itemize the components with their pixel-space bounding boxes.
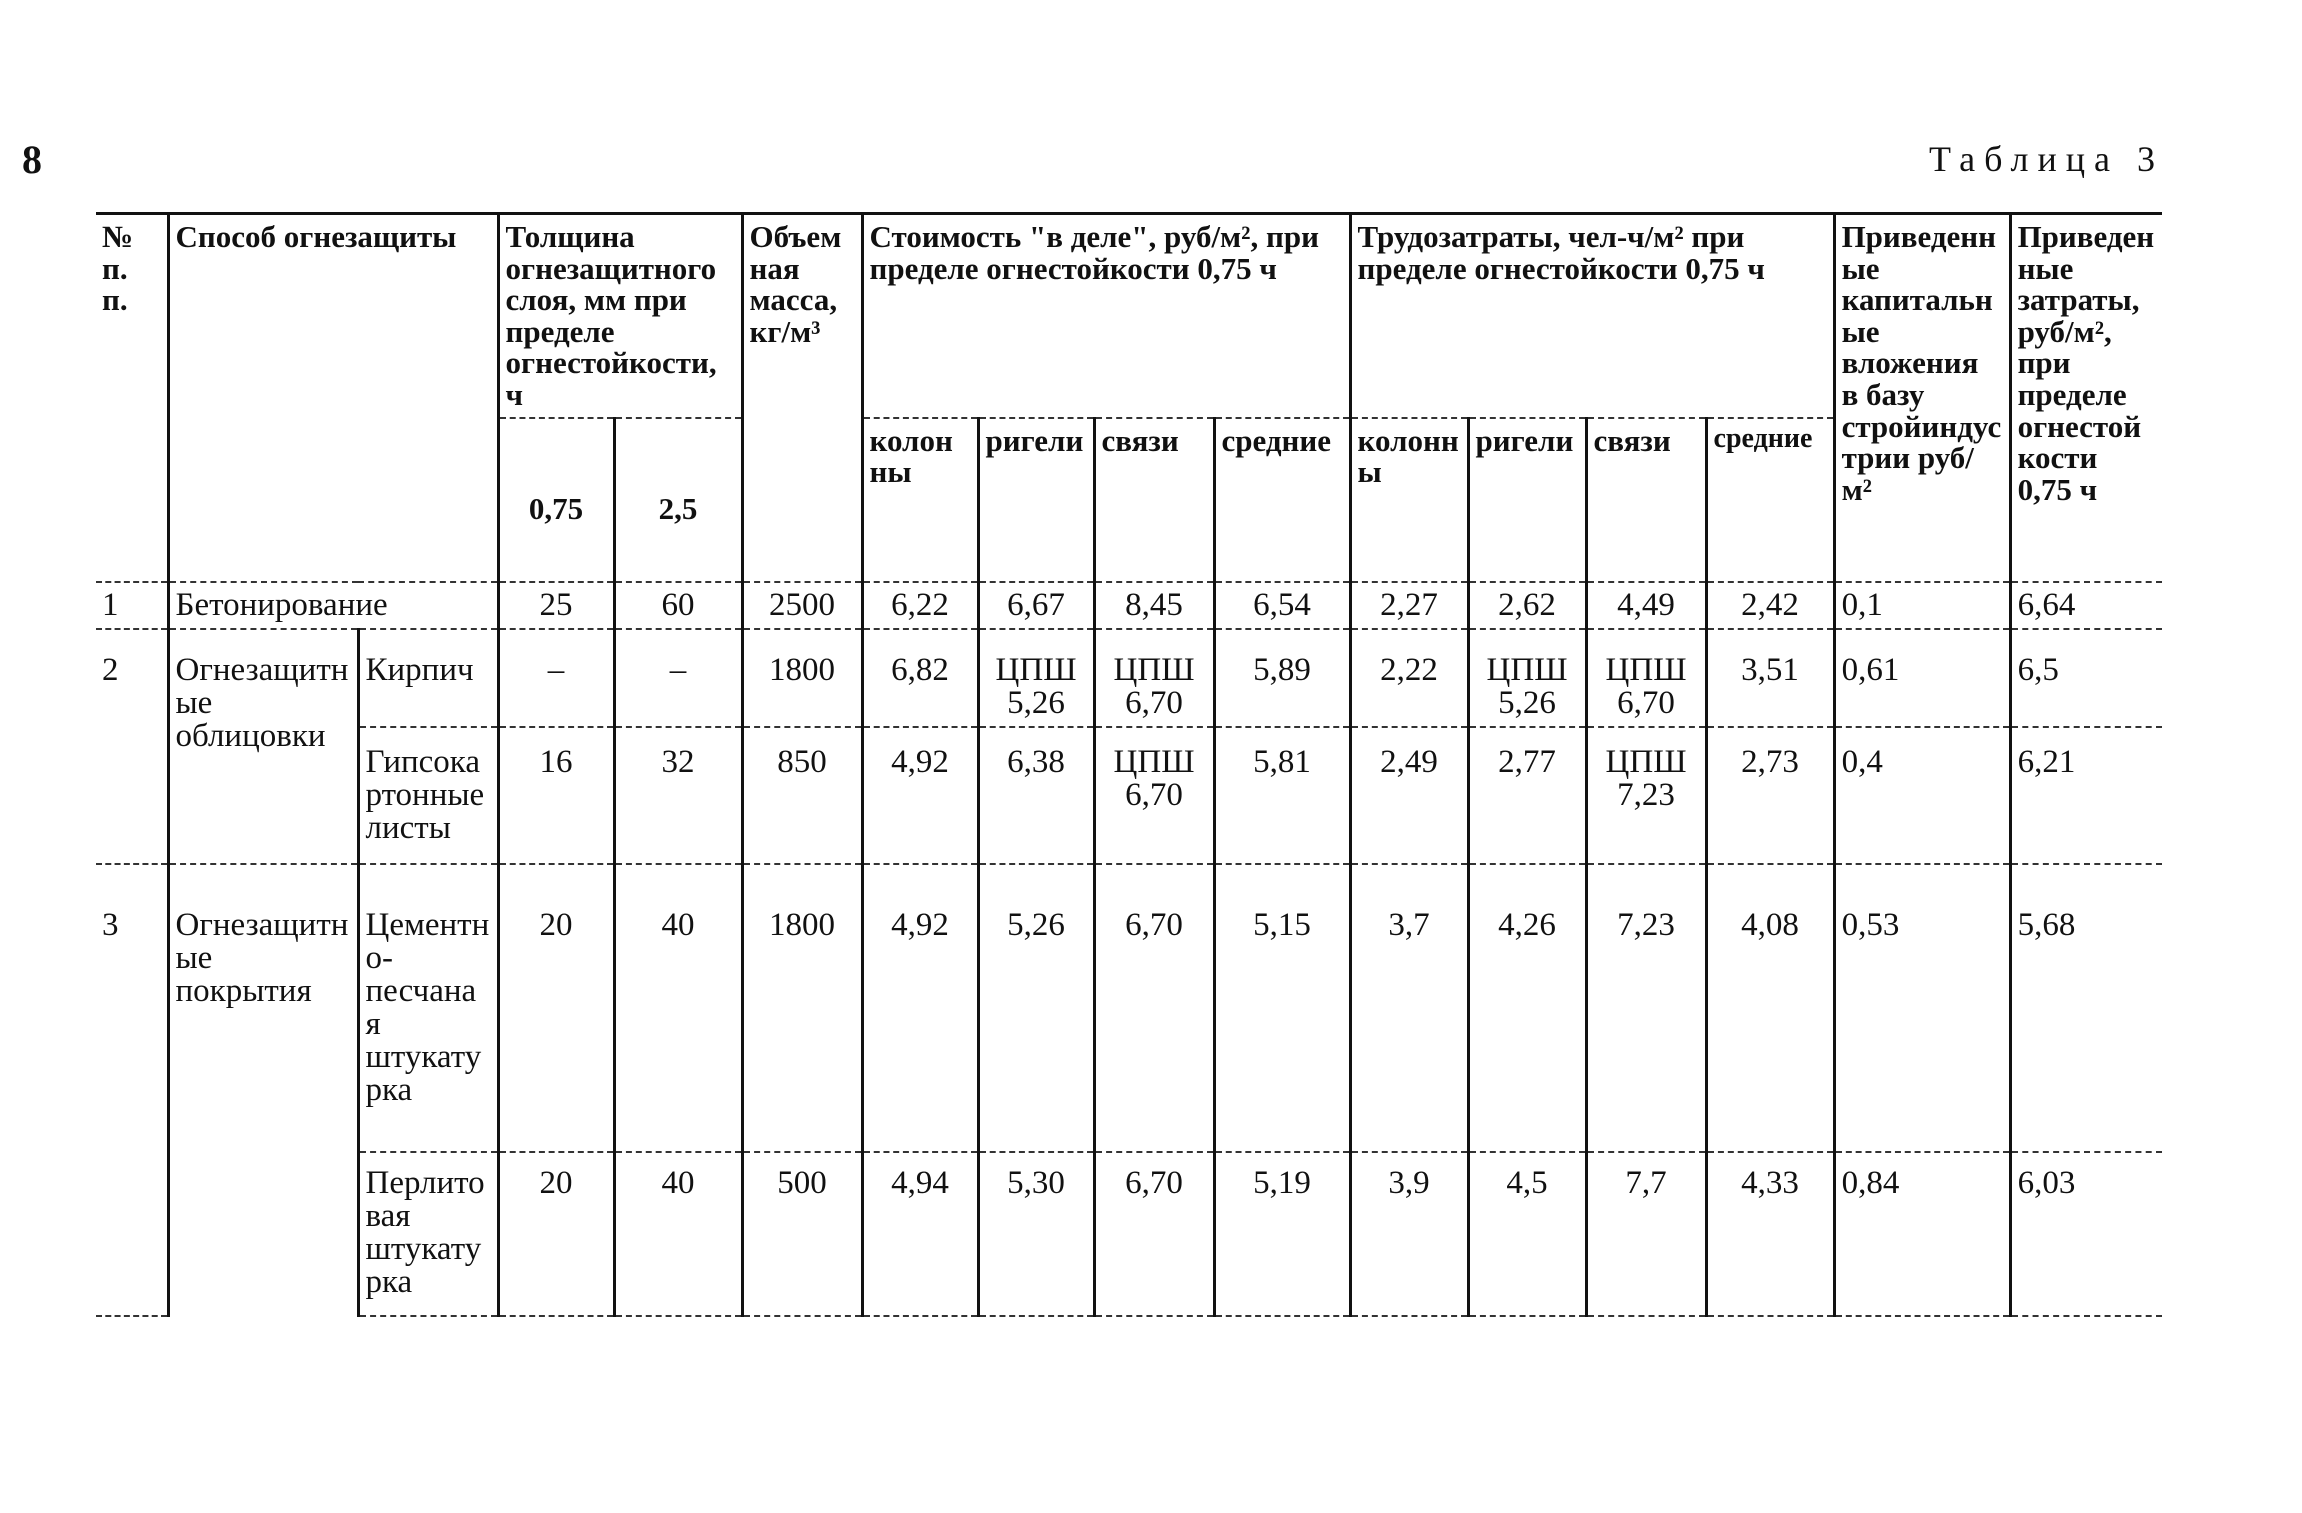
cell-labor-columns: 2,27 — [1350, 582, 1468, 629]
cell-reduced: 6,64 — [2010, 582, 2162, 629]
cell-t075: 16 — [498, 727, 614, 864]
cell-labor-columns: 3,9 — [1350, 1152, 1468, 1316]
header-num: № п. п. — [96, 214, 168, 582]
header-capital: Приведенные капитальные вложения в базу стройиндустрии руб/м² — [1834, 214, 2010, 582]
cell-cost-columns: 6,22 — [862, 582, 978, 629]
header-density: Объемная масса, кг/м³ — [742, 214, 862, 582]
cell-cost-girders: 5,30 — [978, 1152, 1094, 1316]
cell-material: Перлитовая штукатурка — [358, 1152, 498, 1316]
cell-capital: 0,4 — [1834, 727, 2010, 864]
cell-capital: 0,84 — [1834, 1152, 2010, 1316]
cell-labor-average: 4,33 — [1706, 1152, 1834, 1316]
cell-num — [96, 727, 168, 864]
cell-t075: 20 — [498, 1152, 614, 1316]
cell-labor-average: 2,73 — [1706, 727, 1834, 864]
cell-labor-average: 4,08 — [1706, 864, 1834, 1152]
cell-capital: 0,1 — [1834, 582, 2010, 629]
cell-cost-braces: 6,70 — [1094, 1152, 1214, 1316]
cell-labor-girders: 4,5 — [1468, 1152, 1586, 1316]
header-thickness-25: 2,5 — [614, 418, 742, 582]
cell-labor-braces: 7,23 — [1586, 864, 1706, 1152]
cell-material: Гипсокартонные листы — [358, 727, 498, 864]
cell-cost-average: 6,54 — [1214, 582, 1350, 629]
cell-labor-girders: ЦПШ 5,26 — [1468, 629, 1586, 727]
cell-t075: – — [498, 629, 614, 727]
header-labor-braces: связи — [1586, 418, 1706, 582]
header-reduced: Приведенные затраты, руб/м², при пределе огнестойкости 0,75 ч — [2010, 214, 2162, 582]
cell-density: 2500 — [742, 582, 862, 629]
cell-cost-columns: 6,82 — [862, 629, 978, 727]
cell-cost-braces: ЦПШ 6,70 — [1094, 727, 1214, 864]
cell-num — [96, 1152, 168, 1316]
cell-capital: 0,53 — [1834, 864, 2010, 1152]
header-cost: Стоимость "в деле", руб/м², при пределе огнестойкости 0,75 ч — [862, 214, 1350, 418]
cell-labor-braces: ЦПШ 7,23 — [1586, 727, 1706, 864]
cell-cost-average: 5,81 — [1214, 727, 1350, 864]
table-row — [96, 1152, 2162, 1316]
cell-method: Бетонирование — [168, 582, 498, 629]
table-row — [96, 582, 2162, 629]
cell-density: 1800 — [742, 629, 862, 727]
cell-labor-average: 2,42 — [1706, 582, 1834, 629]
header-labor-average: средние — [1706, 418, 1834, 582]
cell-t25: 32 — [614, 727, 742, 864]
cell-material: Цементно-песчаная штукатурка — [358, 864, 498, 1152]
cell-labor-braces: ЦПШ 6,70 — [1586, 629, 1706, 727]
cell-labor-columns: 2,22 — [1350, 629, 1468, 727]
cell-cost-braces: 6,70 — [1094, 864, 1214, 1152]
page-number: 8 — [22, 137, 38, 182]
cell-density: 500 — [742, 1152, 862, 1316]
cell-cost-girders: 6,38 — [978, 727, 1094, 864]
cell-cost-braces: 8,45 — [1094, 582, 1214, 629]
table-row — [96, 864, 2162, 1152]
cell-t25: – — [614, 629, 742, 727]
cell-labor-girders: 2,77 — [1468, 727, 1586, 864]
header-labor-columns: колонны — [1350, 418, 1468, 582]
cell-reduced: 6,03 — [2010, 1152, 2162, 1316]
header-cost-braces: связи — [1094, 418, 1214, 582]
data-table — [96, 212, 2162, 1317]
cell-num: 1 — [96, 582, 168, 629]
header-labor-girders: ригели — [1468, 418, 1586, 582]
cell-reduced: 6,5 — [2010, 629, 2162, 727]
cell-reduced: 5,68 — [2010, 864, 2162, 1152]
table-row — [96, 629, 2162, 727]
cell-t25: 60 — [614, 582, 742, 629]
cell-t25: 40 — [614, 864, 742, 1152]
cell-labor-average: 3,51 — [1706, 629, 1834, 727]
cell-cost-girders: 5,26 — [978, 864, 1094, 1152]
table-title: Таблица 3 — [1929, 139, 2164, 179]
cell-labor-braces: 4,49 — [1586, 582, 1706, 629]
cell-density: 1800 — [742, 864, 862, 1152]
cell-method: Огнезащитные облицовки — [168, 629, 358, 864]
cell-labor-braces: 7,7 — [1586, 1152, 1706, 1316]
cell-density: 850 — [742, 727, 862, 864]
cell-method: Огнезащитные покрытия — [168, 864, 358, 1316]
cell-cost-braces: ЦПШ 6,70 — [1094, 629, 1214, 727]
header-row-1 — [96, 214, 2162, 418]
cell-cost-girders: ЦПШ 5,26 — [978, 629, 1094, 727]
header-cost-average: средние — [1214, 418, 1350, 582]
cell-cost-girders: 6,67 — [978, 582, 1094, 629]
cell-labor-girders: 4,26 — [1468, 864, 1586, 1152]
cell-cost-average: 5,19 — [1214, 1152, 1350, 1316]
cell-labor-girders: 2,62 — [1468, 582, 1586, 629]
cell-capital: 0,61 — [1834, 629, 2010, 727]
cell-cost-columns: 4,92 — [862, 727, 978, 864]
cell-material: Кирпич — [358, 629, 498, 727]
table-row — [96, 727, 2162, 864]
header-labor: Трудозатраты, чел-ч/м² при пределе огнестойкости 0,75 ч — [1350, 214, 1834, 418]
cell-labor-columns: 3,7 — [1350, 864, 1468, 1152]
header-thickness-075: 0,75 — [498, 418, 614, 582]
cell-labor-columns: 2,49 — [1350, 727, 1468, 864]
cell-t25: 40 — [614, 1152, 742, 1316]
cell-t075: 25 — [498, 582, 614, 629]
cell-cost-columns: 4,94 — [862, 1152, 978, 1316]
header-thickness: Толщина огнезащитного слоя, мм при пределе огнестойкости, ч — [498, 214, 742, 418]
cell-num: 2 — [96, 629, 168, 727]
cell-reduced: 6,21 — [2010, 727, 2162, 864]
header-cost-girders: ригели — [978, 418, 1094, 582]
cell-cost-columns: 4,92 — [862, 864, 978, 1152]
header-method: Способ огнезащиты — [168, 214, 498, 582]
cell-cost-average: 5,15 — [1214, 864, 1350, 1152]
cell-cost-average: 5,89 — [1214, 629, 1350, 727]
cell-t075: 20 — [498, 864, 614, 1152]
header-cost-columns: колонны — [862, 418, 978, 582]
cell-num: 3 — [96, 864, 168, 1152]
